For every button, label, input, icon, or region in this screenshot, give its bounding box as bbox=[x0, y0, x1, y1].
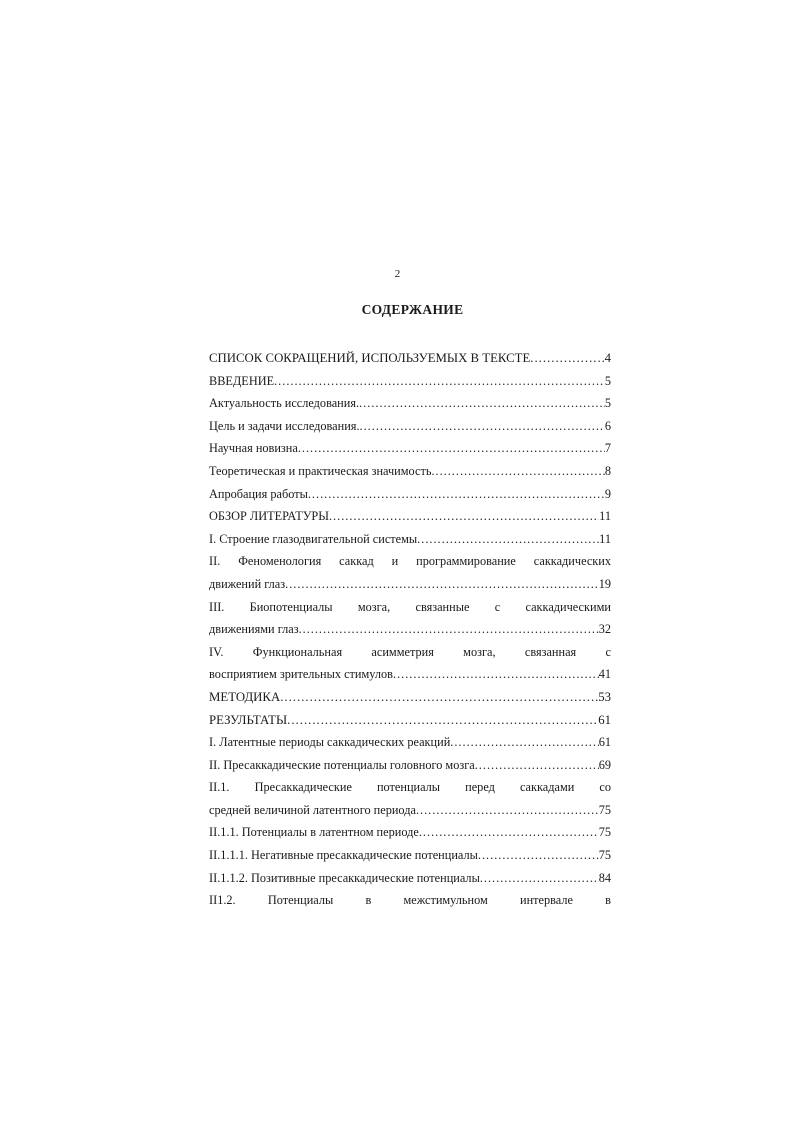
toc-word: межстимульном bbox=[403, 893, 488, 908]
toc-dot-leader bbox=[360, 415, 605, 438]
toc-dot-leader bbox=[478, 844, 599, 867]
toc-word: мозга, bbox=[463, 644, 496, 659]
toc-dot-leader bbox=[298, 437, 605, 460]
toc-word: с bbox=[605, 644, 611, 659]
toc-entry-title-line bbox=[209, 641, 611, 664]
toc-word: перед bbox=[465, 780, 495, 795]
toc-entry-title: Актуальность исследования. bbox=[209, 396, 360, 411]
toc-dot-leader bbox=[308, 483, 605, 506]
toc-word: саккадических bbox=[533, 554, 611, 569]
toc-entry-title-line bbox=[209, 550, 611, 573]
toc-dot-leader bbox=[480, 867, 599, 890]
toc-dot-leader bbox=[530, 347, 604, 370]
toc-word: саккадами bbox=[519, 780, 575, 795]
toc-word: Потенциалы bbox=[267, 893, 334, 908]
toc-entry-page: 75 bbox=[598, 825, 611, 840]
toc-entry-title: Научная новизна bbox=[209, 441, 298, 456]
toc-dot-leader bbox=[419, 821, 599, 844]
toc-word: связанная bbox=[524, 644, 577, 659]
toc-entry-title: Апробация работы bbox=[209, 486, 308, 501]
toc-entry-title: СПИСОК СОКРАЩЕНИЙ, ИСПОЛЬЗУЕМЫХ В ТЕКСТЕ bbox=[209, 351, 531, 365]
toc-entry-presaccadic-potentials[interactable] bbox=[209, 754, 611, 777]
toc-word: потенциалы bbox=[376, 780, 441, 795]
toc-word: II1.2. bbox=[209, 893, 236, 908]
toc-entry-introduction[interactable] bbox=[209, 370, 611, 393]
toc-entry-page: 41 bbox=[598, 667, 611, 682]
toc-entry-page: 6 bbox=[604, 418, 611, 433]
toc-word: саккадическими bbox=[525, 599, 611, 614]
toc-entry-saccade-phenomenology[interactable] bbox=[209, 550, 611, 595]
toc-entry-title: II.1.1. Потенциалы в латентном периоде bbox=[209, 825, 419, 840]
toc-dot-leader bbox=[417, 528, 599, 551]
toc-entry-significance[interactable] bbox=[209, 460, 611, 483]
toc-entry-literature-review[interactable] bbox=[209, 505, 611, 528]
toc-entry-biopotentials[interactable] bbox=[209, 596, 611, 641]
toc-entry-page: 84 bbox=[598, 870, 611, 885]
toc-entry-page: 69 bbox=[598, 757, 611, 772]
toc-entry-abbreviations[interactable] bbox=[209, 347, 611, 370]
toc-entry-title: восприятием зрительных стимулов bbox=[209, 667, 393, 682]
toc-dot-leader bbox=[274, 370, 605, 393]
toc-entry-page: 61 bbox=[598, 735, 611, 750]
toc-entry-page: 4 bbox=[604, 351, 611, 365]
toc-word: с bbox=[494, 599, 501, 614]
toc-entry-page: 75 bbox=[598, 848, 611, 863]
toc-entry-title: II.1.1.2. Позитивные пресаккадические потенциалы bbox=[209, 870, 480, 885]
toc-entry-page: 7 bbox=[604, 441, 611, 456]
toc-word: II.1. bbox=[209, 780, 230, 795]
toc-entry-title: ОБЗОР ЛИТЕРАТУРЫ bbox=[209, 509, 329, 524]
toc-entry-page: 11 bbox=[599, 531, 611, 546]
toc-dot-leader bbox=[329, 505, 599, 528]
toc-word: асимметрия bbox=[371, 644, 434, 659]
toc-entry-title: I. Латентные периоды саккадических реакций bbox=[209, 735, 451, 750]
toc-entry-title: ВВЕДЕНИЕ bbox=[209, 373, 275, 388]
toc-word: в bbox=[605, 893, 611, 908]
toc-word: Функциональная bbox=[252, 644, 343, 659]
page-number: 2 bbox=[394, 268, 401, 280]
toc-entry-title: II. Пресаккадические потенциалы головного мозга bbox=[209, 757, 475, 772]
toc-entry-results[interactable] bbox=[209, 709, 611, 732]
toc-entry-title: средней величиной латентного периода bbox=[209, 802, 416, 817]
toc-word: Пресаккадические bbox=[254, 780, 352, 795]
toc-entry-continuation bbox=[209, 618, 611, 641]
toc-entry-latency-periods[interactable] bbox=[209, 731, 611, 754]
toc-dot-leader bbox=[285, 573, 599, 596]
toc-entry-relevance[interactable] bbox=[209, 392, 611, 415]
toc-word: Феноменология bbox=[238, 554, 322, 569]
toc-word: мозга, bbox=[357, 599, 391, 614]
toc-entry-title: Теоретическая и практическая значимость bbox=[209, 463, 432, 478]
toc-dot-leader bbox=[299, 618, 599, 641]
toc-dot-leader bbox=[416, 799, 599, 822]
toc-entry-negative-potentials[interactable] bbox=[209, 844, 611, 867]
toc-entry-page: 5 bbox=[604, 396, 611, 411]
table-of-contents bbox=[209, 347, 611, 912]
page-title: СОДЕРЖАНИЕ bbox=[361, 302, 464, 317]
toc-word: в bbox=[365, 893, 372, 908]
toc-entry-title-line bbox=[209, 776, 611, 799]
toc-entry-page: 32 bbox=[598, 622, 611, 637]
toc-entry-title: РЕЗУЛЬТАТЫ bbox=[209, 712, 288, 727]
toc-entry-title: движениями глаз bbox=[209, 622, 299, 637]
toc-dot-leader bbox=[431, 460, 604, 483]
toc-entry-title-line bbox=[209, 596, 611, 619]
toc-entry-functional-asymmetry[interactable] bbox=[209, 641, 611, 686]
toc-entry-positive-potentials[interactable] bbox=[209, 867, 611, 890]
toc-entry-page: 11 bbox=[599, 509, 611, 524]
toc-entry-page: 8 bbox=[604, 463, 611, 478]
toc-dot-leader bbox=[287, 709, 598, 732]
toc-word: саккад bbox=[339, 554, 374, 569]
toc-entry-methods[interactable] bbox=[209, 686, 611, 709]
toc-entry-novelty[interactable] bbox=[209, 437, 611, 460]
toc-entry-title: Цель и задачи исследования. bbox=[209, 418, 360, 433]
toc-dot-leader bbox=[359, 392, 605, 415]
toc-word: IV. bbox=[209, 644, 224, 659]
toc-entry-title: I. Строение глазодвигательной системы bbox=[209, 531, 418, 546]
toc-word: со bbox=[599, 780, 611, 795]
toc-word: и bbox=[391, 554, 399, 569]
toc-dot-leader bbox=[393, 663, 599, 686]
toc-entry-continuation bbox=[209, 573, 611, 596]
toc-entry-page: 75 bbox=[598, 802, 611, 817]
toc-entry-approbation[interactable] bbox=[209, 483, 611, 506]
toc-entry-continuation bbox=[209, 663, 611, 686]
toc-entry-presaccadic-average-latency[interactable] bbox=[209, 776, 611, 821]
toc-word: программирование bbox=[416, 554, 516, 569]
toc-entry-page: 53 bbox=[598, 689, 611, 704]
toc-entry-title: движений глаз bbox=[209, 576, 286, 591]
toc-entry-title-line bbox=[209, 889, 611, 912]
toc-word: Биопотенциалы bbox=[249, 599, 333, 614]
toc-entry-latency-potentials[interactable] bbox=[209, 821, 611, 844]
toc-entry-title: II.1.1.1. Негативные пресаккадические потенциалы bbox=[209, 848, 478, 863]
toc-entry-page: 19 bbox=[598, 576, 611, 591]
toc-entry-goals[interactable] bbox=[209, 415, 611, 438]
toc-entry-page: 61 bbox=[598, 712, 611, 727]
toc-dot-leader bbox=[450, 731, 598, 754]
toc-word: интервале bbox=[520, 893, 573, 908]
toc-entry-page: 5 bbox=[604, 373, 611, 388]
toc-entry-oculomotor-structure[interactable] bbox=[209, 528, 611, 551]
toc-entry-continuation bbox=[209, 799, 611, 822]
toc-word: связанные bbox=[415, 599, 470, 614]
toc-entry-interstimulus-potentials[interactable] bbox=[209, 889, 611, 912]
toc-dot-leader bbox=[475, 754, 599, 777]
toc-word: III. bbox=[209, 599, 225, 614]
toc-dot-leader bbox=[280, 686, 598, 709]
toc-entry-page: 9 bbox=[604, 486, 611, 501]
toc-word: II. bbox=[209, 554, 221, 569]
toc-entry-title: МЕТОДИКА bbox=[209, 689, 281, 704]
